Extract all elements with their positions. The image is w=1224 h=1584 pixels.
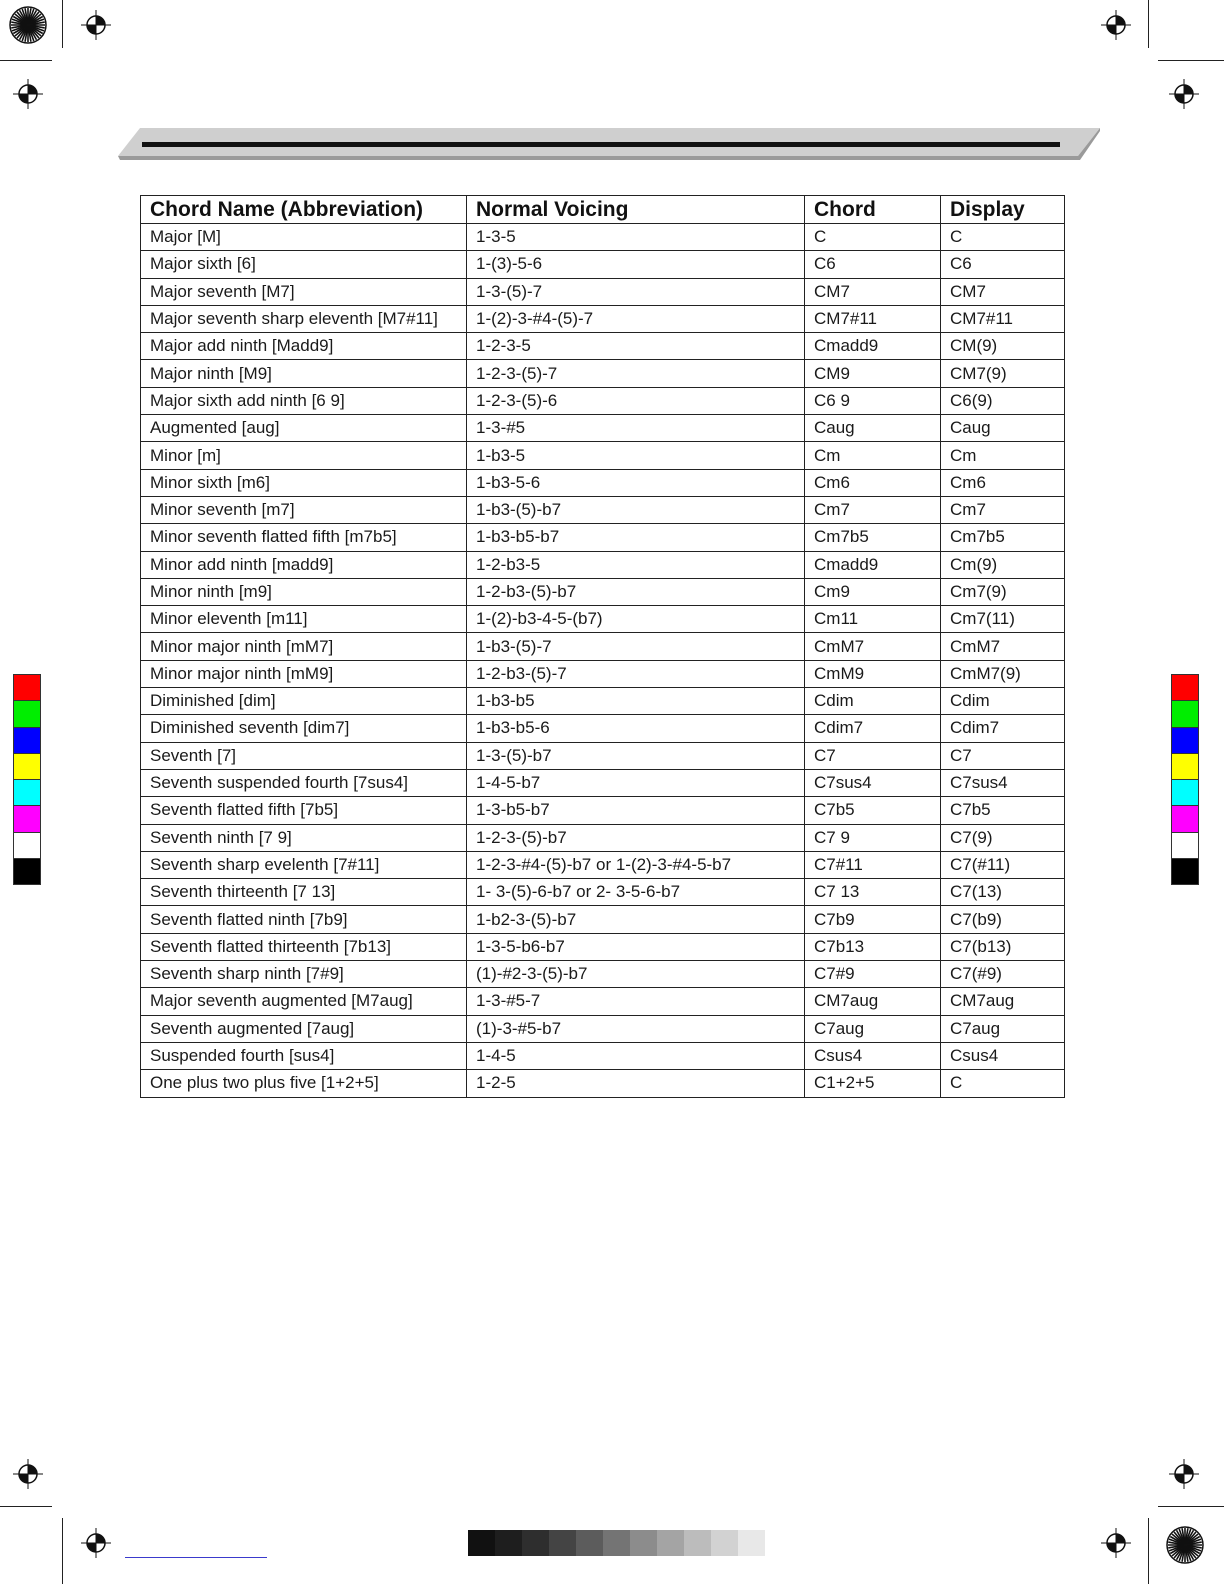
table-row — [141, 469, 1065, 496]
starburst-mark-top-left — [8, 5, 48, 45]
cell-normal-voicing: 1-(3)-5-6 — [467, 251, 805, 278]
table-row — [141, 988, 1065, 1015]
cell-display: C7(#11) — [941, 851, 1065, 878]
cell-chord-name: Minor [m] — [141, 442, 467, 469]
table-row — [141, 415, 1065, 442]
cell-display: CM7#11 — [941, 305, 1065, 332]
cell-chord: C7#9 — [805, 961, 941, 988]
cell-display: Cdim7 — [941, 715, 1065, 742]
trim-line — [1158, 1506, 1224, 1507]
color-swatch — [13, 700, 41, 727]
table-row — [141, 496, 1065, 523]
gray-step — [495, 1530, 522, 1556]
color-bar-left — [13, 675, 41, 885]
cell-display: Caug — [941, 415, 1065, 442]
column-header-display: Display — [941, 196, 1065, 224]
cell-normal-voicing: (1)-#2-3-(5)-b7 — [467, 961, 805, 988]
table-row — [141, 633, 1065, 660]
table-row — [141, 769, 1065, 796]
cell-chord-name: Minor ninth [m9] — [141, 578, 467, 605]
color-swatch — [1171, 727, 1199, 754]
table-row — [141, 906, 1065, 933]
cell-display: C7(b13) — [941, 933, 1065, 960]
cell-chord: C1+2+5 — [805, 1070, 941, 1097]
cell-display: C7 — [941, 742, 1065, 769]
cell-chord: C7b9 — [805, 906, 941, 933]
cell-normal-voicing: 1-b3-b5 — [467, 688, 805, 715]
cell-display: C — [941, 1070, 1065, 1097]
table-row — [141, 305, 1065, 332]
cell-display: Cm7(11) — [941, 606, 1065, 633]
cell-chord-name: Seventh ninth [7 9] — [141, 824, 467, 851]
cell-display: C — [941, 224, 1065, 251]
table-row — [141, 524, 1065, 551]
table-row — [141, 824, 1065, 851]
cell-display: Cm(9) — [941, 551, 1065, 578]
section-header-bar — [118, 128, 1100, 160]
table-row — [141, 606, 1065, 633]
cell-chord: Cmadd9 — [805, 551, 941, 578]
cell-normal-voicing: 1-3-5 — [467, 224, 805, 251]
cell-normal-voicing: 1-2-b3-5 — [467, 551, 805, 578]
table-row — [141, 688, 1065, 715]
cell-chord-name: Augmented [aug] — [141, 415, 467, 442]
cell-display: Cm — [941, 442, 1065, 469]
cell-chord: CmM9 — [805, 660, 941, 687]
table-row — [141, 1042, 1065, 1069]
cell-chord-name: Major seventh [M7] — [141, 278, 467, 305]
cell-normal-voicing: 1-b3-5-6 — [467, 469, 805, 496]
starburst-mark-bottom-right — [1165, 1525, 1205, 1565]
cell-display: C7(#9) — [941, 961, 1065, 988]
table-row — [141, 961, 1065, 988]
gray-step — [738, 1530, 765, 1556]
cell-chord: Cm7b5 — [805, 524, 941, 551]
gray-step — [549, 1530, 576, 1556]
cell-normal-voicing: 1-(2)-b3-4-5-(b7) — [467, 606, 805, 633]
table-row — [141, 278, 1065, 305]
cell-chord: Cm11 — [805, 606, 941, 633]
registration-target-icon — [1101, 1528, 1131, 1558]
color-swatch — [1171, 700, 1199, 727]
cell-chord: C7b13 — [805, 933, 941, 960]
cell-normal-voicing: 1-2-3-#4-(5)-b7 or 1-(2)-3-#4-5-b7 — [467, 851, 805, 878]
cell-normal-voicing: 1-b2-3-(5)-b7 — [467, 906, 805, 933]
cell-chord: Csus4 — [805, 1042, 941, 1069]
cell-chord-name: One plus two plus five [1+2+5] — [141, 1070, 467, 1097]
cell-chord-name: Major ninth [M9] — [141, 360, 467, 387]
cell-display: Csus4 — [941, 1042, 1065, 1069]
table-row — [141, 742, 1065, 769]
cell-normal-voicing: 1-(2)-3-#4-(5)-7 — [467, 305, 805, 332]
registration-target-icon — [1169, 1459, 1199, 1489]
cell-display: CM7(9) — [941, 360, 1065, 387]
registration-target-icon — [81, 10, 111, 40]
table-row — [141, 387, 1065, 414]
cell-chord: Caug — [805, 415, 941, 442]
cell-chord: C7aug — [805, 1015, 941, 1042]
cell-chord-name: Minor sixth [m6] — [141, 469, 467, 496]
cell-chord: CmM7 — [805, 633, 941, 660]
cell-display: C7aug — [941, 1015, 1065, 1042]
table-row — [141, 797, 1065, 824]
cell-display: C7(b9) — [941, 906, 1065, 933]
cell-display: C7b5 — [941, 797, 1065, 824]
cell-chord: C6 — [805, 251, 941, 278]
cell-display: CM(9) — [941, 333, 1065, 360]
gray-step — [684, 1530, 711, 1556]
color-swatch — [13, 805, 41, 832]
registration-target-icon — [13, 79, 43, 109]
trim-line — [62, 1518, 63, 1584]
cell-display: Cm7 — [941, 496, 1065, 523]
cell-normal-voicing: 1-b3-b5-6 — [467, 715, 805, 742]
trim-line — [1148, 0, 1149, 48]
cell-chord: CM9 — [805, 360, 941, 387]
cell-normal-voicing: 1-3-5-b6-b7 — [467, 933, 805, 960]
cell-chord: C — [805, 224, 941, 251]
gray-step — [468, 1530, 495, 1556]
column-header-chord-name: Chord Name (Abbreviation) — [141, 196, 467, 224]
cell-normal-voicing: 1- 3-(5)-6-b7 or 2- 3-5-6-b7 — [467, 879, 805, 906]
cell-chord-name: Suspended fourth [sus4] — [141, 1042, 467, 1069]
color-swatch — [13, 727, 41, 754]
gray-step — [603, 1530, 630, 1556]
color-swatch — [13, 858, 41, 885]
trim-line — [1148, 1518, 1149, 1584]
table-row — [141, 933, 1065, 960]
color-swatch — [13, 779, 41, 806]
cell-chord-name: Seventh sharp evelenth [7#11] — [141, 851, 467, 878]
cell-chord-name: Seventh augmented [7aug] — [141, 1015, 467, 1042]
cell-normal-voicing: 1-3-(5)-b7 — [467, 742, 805, 769]
chord-table — [140, 195, 1065, 1098]
cell-chord-name: Minor seventh [m7] — [141, 496, 467, 523]
cell-display: Cdim — [941, 688, 1065, 715]
cell-display: C7sus4 — [941, 769, 1065, 796]
cell-display: CmM7(9) — [941, 660, 1065, 687]
table-row — [141, 442, 1065, 469]
cell-chord: Cmadd9 — [805, 333, 941, 360]
cell-chord-name: Seventh [7] — [141, 742, 467, 769]
cell-normal-voicing: 1-2-5 — [467, 1070, 805, 1097]
table-row — [141, 851, 1065, 878]
color-swatch — [13, 674, 41, 701]
table-row — [141, 1015, 1065, 1042]
column-header-chord: Chord — [805, 196, 941, 224]
cell-chord: CM7 — [805, 278, 941, 305]
gray-step — [657, 1530, 684, 1556]
cell-chord: C6 9 — [805, 387, 941, 414]
table-header-row — [141, 196, 1065, 224]
cell-normal-voicing: 1-3-#5 — [467, 415, 805, 442]
cell-display: C7(13) — [941, 879, 1065, 906]
cell-display: CM7 — [941, 278, 1065, 305]
cell-normal-voicing: 1-2-3-(5)-7 — [467, 360, 805, 387]
cell-normal-voicing: 1-3-b5-b7 — [467, 797, 805, 824]
cell-display: Cm6 — [941, 469, 1065, 496]
cell-chord: Cm9 — [805, 578, 941, 605]
cell-chord-name: Minor add ninth [madd9] — [141, 551, 467, 578]
cell-chord-name: Minor major ninth [mM7] — [141, 633, 467, 660]
cell-chord-name: Seventh flatted fifth [7b5] — [141, 797, 467, 824]
table-row — [141, 360, 1065, 387]
cell-normal-voicing: 1-4-5-b7 — [467, 769, 805, 796]
column-header-normal-voicing: Normal Voicing — [467, 196, 805, 224]
cell-normal-voicing: 1-b3-b5-b7 — [467, 524, 805, 551]
cell-chord: C7b5 — [805, 797, 941, 824]
cell-normal-voicing: 1-2-b3-(5)-7 — [467, 660, 805, 687]
cell-chord-name: Major sixth [6] — [141, 251, 467, 278]
cell-chord-name: Minor seventh flatted fifth [m7b5] — [141, 524, 467, 551]
cell-chord: C7 — [805, 742, 941, 769]
cell-normal-voicing: 1-b3-(5)-b7 — [467, 496, 805, 523]
cell-chord: Cdim — [805, 688, 941, 715]
cell-chord: C7 13 — [805, 879, 941, 906]
cell-display: Cm7(9) — [941, 578, 1065, 605]
color-swatch — [1171, 832, 1199, 859]
cell-chord-name: Seventh sharp ninth [7#9] — [141, 961, 467, 988]
cell-chord: CM7#11 — [805, 305, 941, 332]
color-bar-right — [1171, 675, 1199, 885]
gray-step — [576, 1530, 603, 1556]
cell-normal-voicing: 1-2-3-(5)-b7 — [467, 824, 805, 851]
registration-target-icon — [13, 1459, 43, 1489]
cell-display: CmM7 — [941, 633, 1065, 660]
grayscale-bar — [468, 1530, 765, 1556]
table-row — [141, 333, 1065, 360]
cell-chord: Cm6 — [805, 469, 941, 496]
color-swatch — [1171, 753, 1199, 780]
cell-normal-voicing: (1)-3-#5-b7 — [467, 1015, 805, 1042]
table-row — [141, 715, 1065, 742]
table-row — [141, 251, 1065, 278]
color-swatch — [1171, 674, 1199, 701]
color-swatch — [1171, 858, 1199, 885]
cell-chord-name: Major seventh sharp eleventh [M7#11] — [141, 305, 467, 332]
gray-step — [630, 1530, 657, 1556]
cell-normal-voicing: 1-2-b3-(5)-b7 — [467, 578, 805, 605]
cell-normal-voicing: 1-4-5 — [467, 1042, 805, 1069]
table-row — [141, 879, 1065, 906]
cell-chord: CM7aug — [805, 988, 941, 1015]
table-row — [141, 1070, 1065, 1097]
cell-chord-name: Seventh flatted ninth [7b9] — [141, 906, 467, 933]
trim-line — [1158, 60, 1224, 61]
cell-chord-name: Seventh suspended fourth [7sus4] — [141, 769, 467, 796]
table-row — [141, 551, 1065, 578]
color-swatch — [13, 832, 41, 859]
cell-display: C7(9) — [941, 824, 1065, 851]
cell-display: C6(9) — [941, 387, 1065, 414]
registration-target-icon — [81, 1528, 111, 1558]
gray-step — [522, 1530, 549, 1556]
gray-step — [711, 1530, 738, 1556]
cell-chord: Cdim7 — [805, 715, 941, 742]
trim-line — [0, 60, 52, 61]
cell-chord-name: Seventh thirteenth [7 13] — [141, 879, 467, 906]
cell-chord-name: Seventh flatted thirteenth [7b13] — [141, 933, 467, 960]
bottom-rule — [125, 1557, 267, 1558]
cell-chord-name: Diminished [dim] — [141, 688, 467, 715]
table-row — [141, 578, 1065, 605]
cell-normal-voicing: 1-3-(5)-7 — [467, 278, 805, 305]
registration-target-icon — [1169, 79, 1199, 109]
cell-chord: Cm — [805, 442, 941, 469]
color-swatch — [13, 753, 41, 780]
trim-line — [0, 1506, 52, 1507]
trim-line — [62, 0, 63, 48]
cell-chord-name: Major seventh augmented [M7aug] — [141, 988, 467, 1015]
cell-chord: C7 9 — [805, 824, 941, 851]
table-row — [141, 660, 1065, 687]
cell-normal-voicing: 1-2-3-5 — [467, 333, 805, 360]
cell-chord-name: Major add ninth [Madd9] — [141, 333, 467, 360]
cell-chord-name: Minor major ninth [mM9] — [141, 660, 467, 687]
cell-chord-name: Major [M] — [141, 224, 467, 251]
cell-normal-voicing: 1-2-3-(5)-6 — [467, 387, 805, 414]
cell-display: C6 — [941, 251, 1065, 278]
color-swatch — [1171, 805, 1199, 832]
table-row — [141, 224, 1065, 251]
cell-display: CM7aug — [941, 988, 1065, 1015]
cell-chord-name: Major sixth add ninth [6 9] — [141, 387, 467, 414]
cell-chord-name: Minor eleventh [m11] — [141, 606, 467, 633]
registration-target-icon — [1101, 10, 1131, 40]
cell-chord: C7#11 — [805, 851, 941, 878]
cell-normal-voicing: 1-3-#5-7 — [467, 988, 805, 1015]
cell-chord-name: Diminished seventh [dim7] — [141, 715, 467, 742]
cell-normal-voicing: 1-b3-5 — [467, 442, 805, 469]
cell-chord: Cm7 — [805, 496, 941, 523]
cell-display: Cm7b5 — [941, 524, 1065, 551]
cell-chord: C7sus4 — [805, 769, 941, 796]
color-swatch — [1171, 779, 1199, 806]
cell-normal-voicing: 1-b3-(5)-7 — [467, 633, 805, 660]
